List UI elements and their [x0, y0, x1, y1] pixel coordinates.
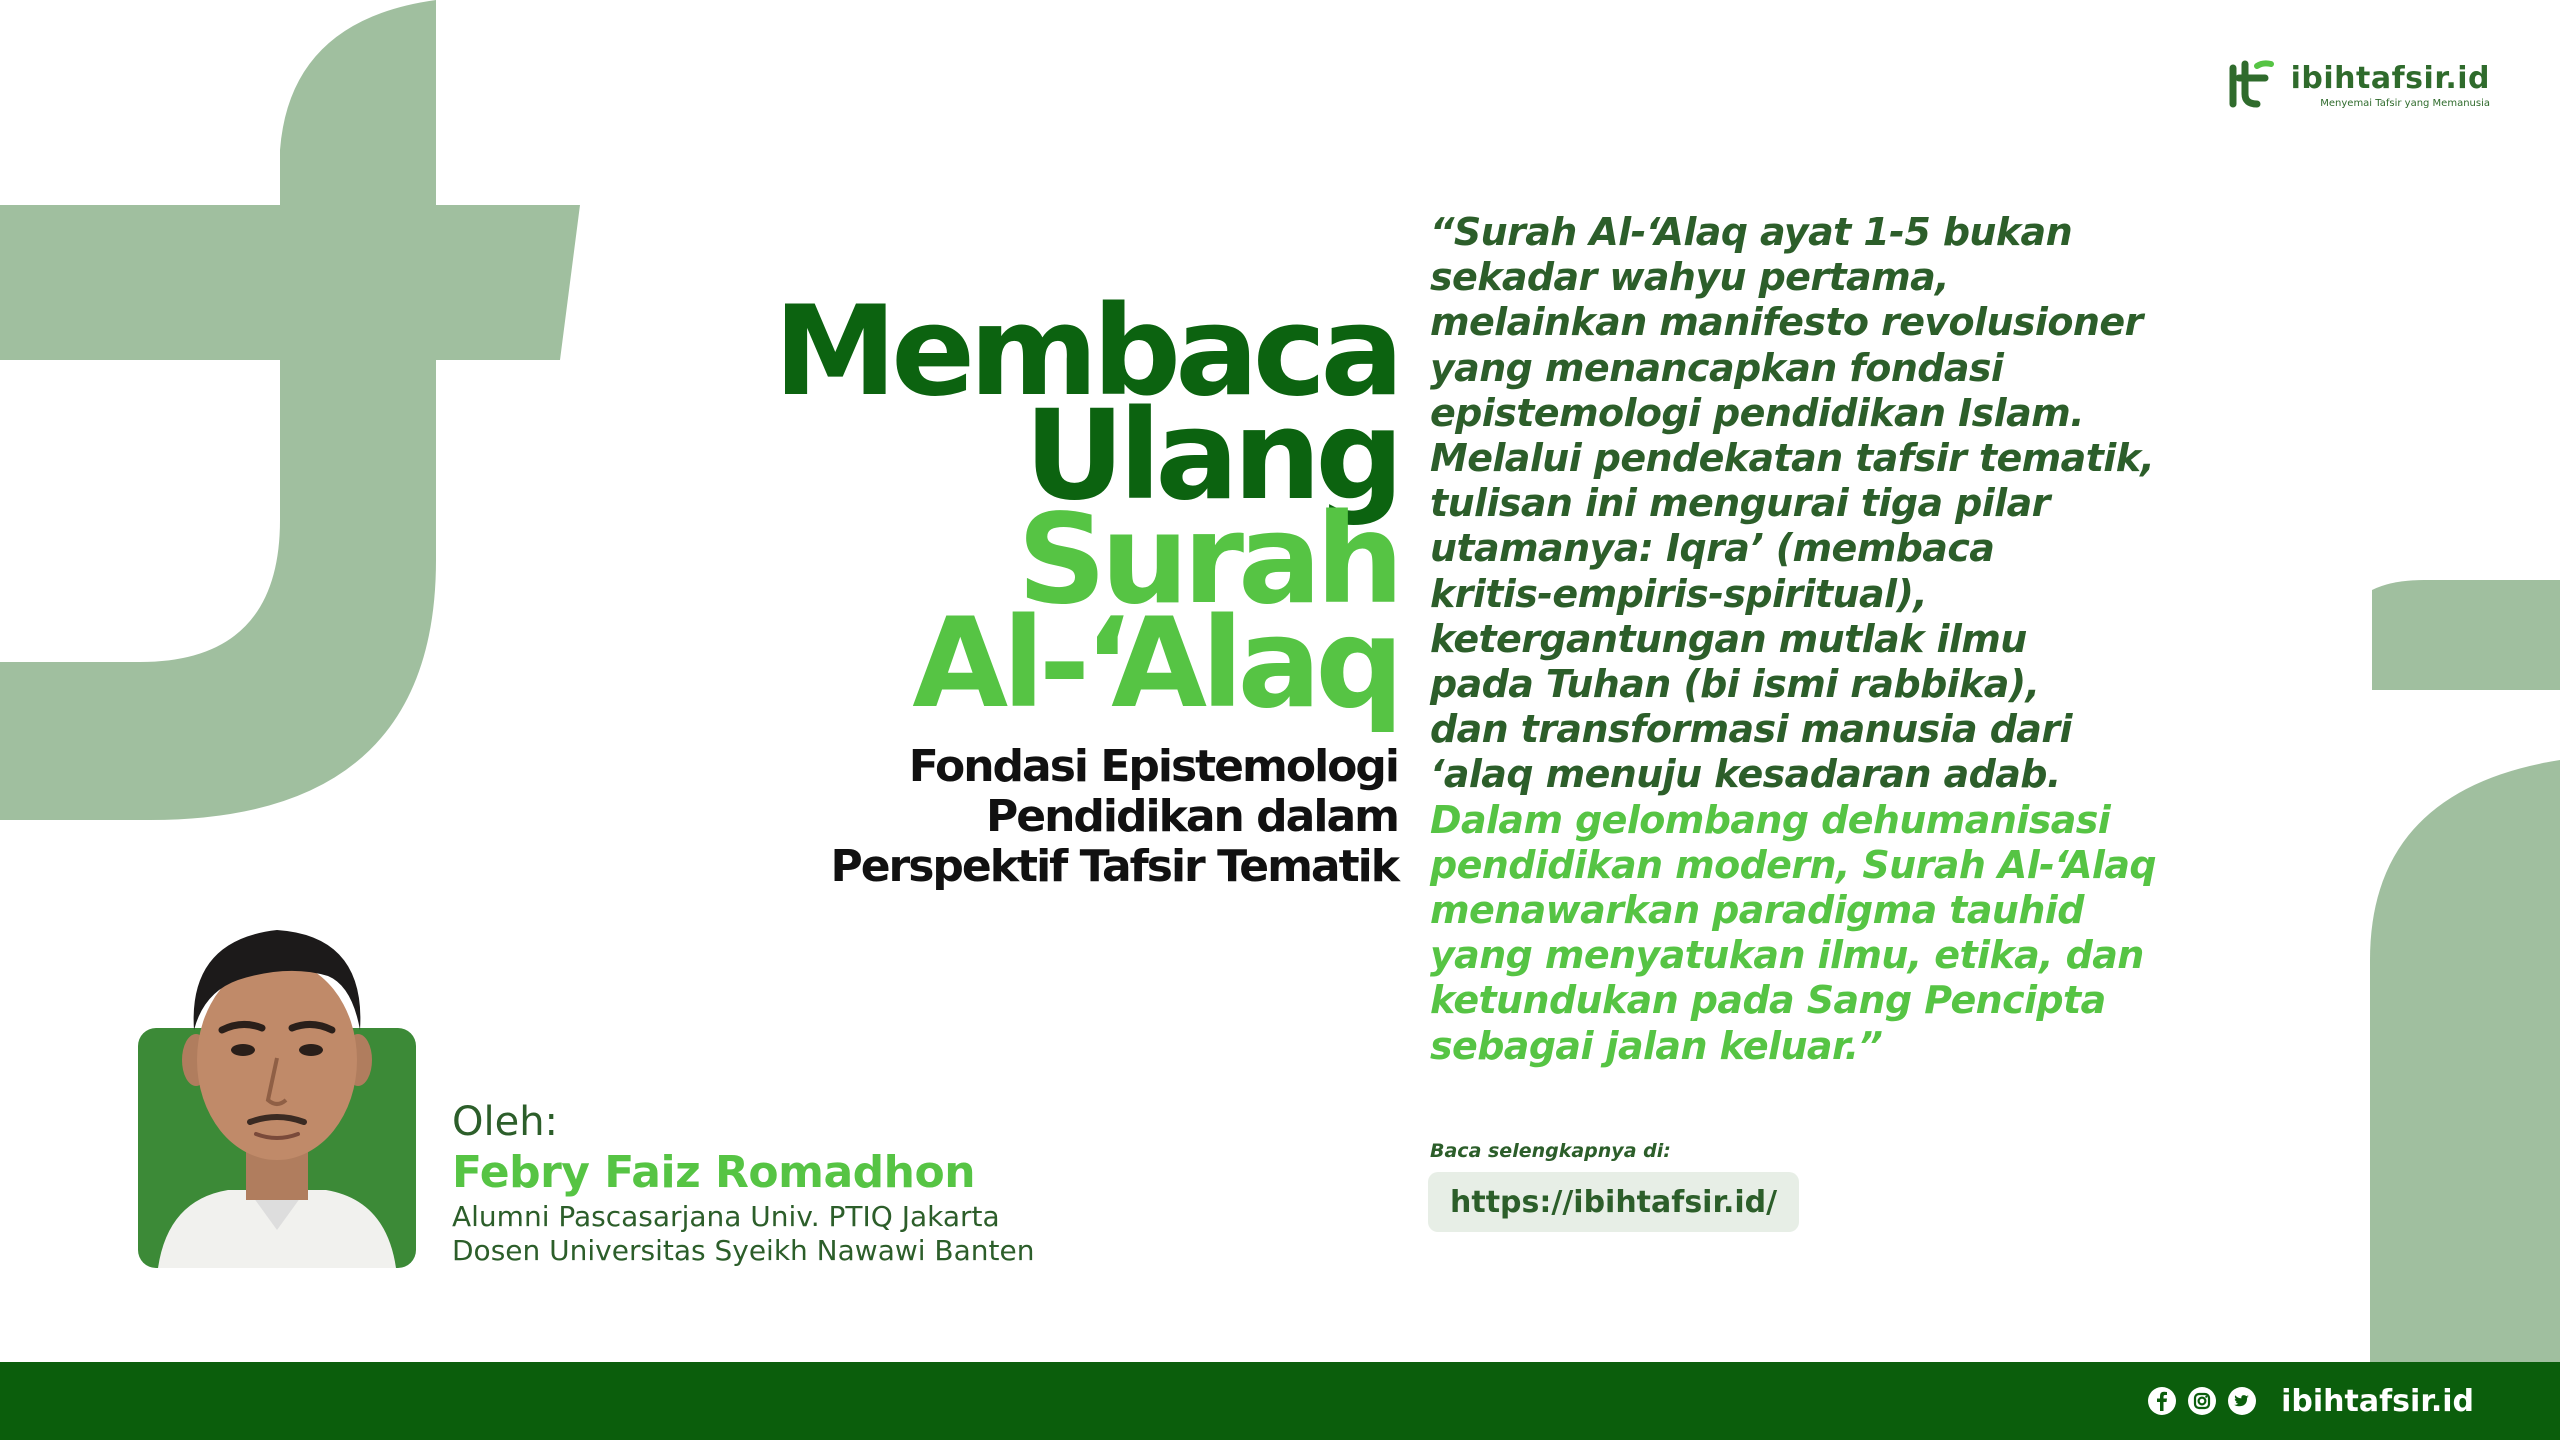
quote-highlight-line: pendidikan modern, Surah Al-‘Alaq	[1430, 842, 2156, 887]
article-title	[773, 280, 1398, 892]
title-line-1: Membaca	[773, 280, 1398, 424]
quote-highlight-line: sebagai jalan keluar.”	[1430, 1023, 1883, 1068]
quote-line: “Surah Al-‘Alaq ayat 1-5 bukan	[1430, 210, 2073, 254]
quote-highlight-line: ketundukan pada Sang Pencipta	[1430, 978, 2106, 1023]
quote-line: utamanya: Iqra’ (membaca	[1430, 526, 1995, 571]
subtitle-line-3: Perspektif Tafsir Tematik	[830, 841, 1398, 892]
facebook-icon[interactable]	[2147, 1386, 2177, 1416]
quote-line: epistemologi pendidikan Islam.	[1430, 390, 2084, 435]
ibihtafsir-logo-icon	[2227, 60, 2279, 112]
right-stem-shape	[2370, 760, 2560, 1362]
title-line-2: Ulang	[1024, 384, 1398, 528]
quote-line: melainkan manifesto revolusioner	[1430, 300, 2143, 345]
author-name: Febry Faiz Romadhon	[452, 1147, 976, 1198]
quote-highlight-line: yang menyatukan ilmu, etika, dan	[1430, 933, 2144, 978]
quote-line: Melalui pendekatan tafsir tematik,	[1430, 436, 2155, 481]
quote-line: ketergantungan mutlak ilmu	[1430, 616, 2027, 661]
large-logo-t-shape	[0, 0, 580, 820]
brand-name: ibihtafsir.id	[2290, 60, 2490, 96]
quote-line: sekadar wahyu pertama,	[1430, 255, 1949, 300]
quote-line: yang menancapkan fondasi	[1430, 345, 2004, 390]
author-photo	[138, 900, 416, 1268]
article-subtitle	[774, 742, 1398, 892]
footer-bar	[0, 1362, 2560, 1440]
instagram-icon[interactable]	[2187, 1386, 2217, 1416]
footer-site-name[interactable]: ibihtafsir.id	[2281, 1383, 2474, 1419]
author-info	[452, 1098, 1035, 1268]
right-leaf-shape	[2372, 580, 2560, 690]
quote-line: tulisan ini mengurai tiga pilar	[1430, 481, 2050, 526]
twitter-icon[interactable]	[2227, 1386, 2257, 1416]
quote-line: kritis-empiris-spiritual),	[1430, 571, 1928, 616]
read-more-label: Baca selengkapnya di:	[1430, 1140, 1671, 1162]
brand-logo	[2227, 60, 2490, 112]
quote-highlight-line: Dalam gelombang dehumanisasi	[1430, 797, 2111, 842]
author-affiliation: Alumni Pascasarjana Univ. PTIQ Jakarta	[452, 1200, 1000, 1233]
article-quote	[1430, 210, 2156, 1069]
author-by-label: Oleh:	[452, 1099, 559, 1145]
social-links	[2147, 1362, 2474, 1440]
subtitle-line-1: Fondasi Epistemologi	[908, 741, 1398, 792]
article-url-link[interactable]: https://ibihtafsir.id/	[1428, 1172, 1799, 1232]
quote-highlight-line: menawarkan paradigma tauhid	[1430, 888, 2084, 933]
subtitle-line-2: Pendidikan dalam	[986, 791, 1398, 842]
title-line-4: Al-‘Alaq	[912, 592, 1398, 736]
quote-line: ‘alaq menuju kesadaran adab.	[1430, 752, 2061, 797]
author-affiliation: Dosen Universitas Syeikh Nawawi Banten	[452, 1234, 1035, 1267]
quote-line: dan transformasi manusia dari	[1430, 707, 2072, 752]
title-line-3: Surah	[1017, 488, 1398, 632]
brand-tagline: Menyemai Tafsir yang Memanusia	[2320, 97, 2490, 109]
quote-line: pada Tuhan (bi ismi rabbika),	[1430, 662, 2040, 707]
